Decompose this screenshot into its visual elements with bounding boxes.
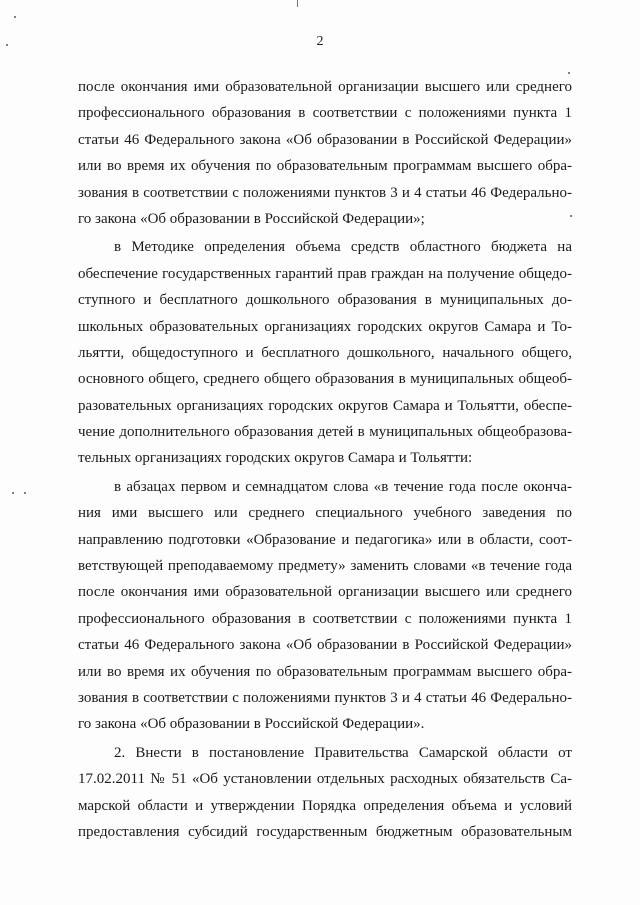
scan-speck [6, 44, 8, 46]
text-line: основного общего, среднего общего образования в муниципальных общеоб- [78, 371, 572, 388]
document-body [78, 74, 572, 845]
page-number: 2 [316, 34, 324, 49]
text-line: предоставления субсидий государственным бюджетным образовательным [78, 823, 572, 840]
scan-speck [14, 16, 16, 18]
text-line: профессионального образования в соответствии с положениями пункта 1 [78, 105, 572, 122]
text-line: ния ими высшего или среднего специального учебного заведения по [78, 505, 572, 522]
text-line: го закона «Об образовании в Российской Федерации»; [78, 210, 425, 227]
text-line: после окончания ими образовательной организации высшего или среднего [78, 584, 572, 601]
paragraph [78, 740, 572, 846]
text-line: статьи 46 Федерального закона «Об образовании в Российской Федерации» [78, 637, 572, 654]
text-line: тельных организациях городских округов Самара и Тольятти: [78, 450, 473, 467]
text-line: марской области и утверждении Порядка определения объема и условий [78, 797, 572, 814]
text-line: или во время их обучения по образовательным программам высшего обра- [78, 663, 572, 680]
text-line: зования в соответствии с положениями пунктов 3 и 4 статьи 46 Федерально- [78, 689, 572, 706]
text-line: 17.02.2011 № 51 «Об установлении отдельных расходных обязательств Са- [78, 771, 572, 788]
scan-mark [297, 0, 298, 7]
text-line: 2. Внести в постановление Правительства Самарской области от [114, 744, 572, 761]
text-line: в Методике определения объема средств областного бюджета на [114, 239, 572, 256]
paragraph [78, 74, 572, 232]
text-line: чение дополнительного образования детей в муниципальных общеобразова- [78, 424, 572, 441]
text-line: профессионального образования в соответствии с положениями пункта 1 [78, 610, 572, 627]
text-line: в абзацах первом и семнадцатом слова «в течение года после оконча- [114, 478, 572, 495]
scan-speck [568, 72, 570, 74]
text-line: школьных образовательных организациях городских округов Самара и То- [78, 318, 572, 335]
text-line: или во время их обучения по образовательным программам высшего обра- [78, 158, 572, 175]
text-line: ступного и бесплатного дошкольного образования в муниципальных до- [78, 292, 572, 309]
paragraph [78, 234, 572, 472]
text-line: разовательных организациях городских округов Самара и Тольятти, обеспе- [78, 397, 572, 414]
text-line: статьи 46 Федерального закона «Об образовании в Российской Федерации» [78, 131, 572, 148]
text-line: зования в соответствии с положениями пунктов 3 и 4 статьи 46 Федерально- [78, 184, 572, 201]
text-line: направлению подготовки «Образование и педагогика» или в области, соот- [78, 531, 572, 548]
scan-speck [570, 215, 572, 217]
paragraph [78, 474, 572, 738]
scan-speck [12, 492, 14, 494]
text-line: льятти, общедоступного и бесплатного дошкольного, начального общего, [78, 344, 572, 361]
text-line: после окончания ими образовательной организации высшего или среднего [78, 79, 572, 95]
text-line: ветствующей преподаваемому предмету» заменить словами «в течение года [78, 558, 572, 575]
scan-speck [24, 492, 26, 494]
text-line: го закона «Об образовании в Российской Федерации». [78, 716, 425, 733]
text-line: обеспечение государственных гарантий прав граждан на получение общедо- [78, 265, 572, 282]
